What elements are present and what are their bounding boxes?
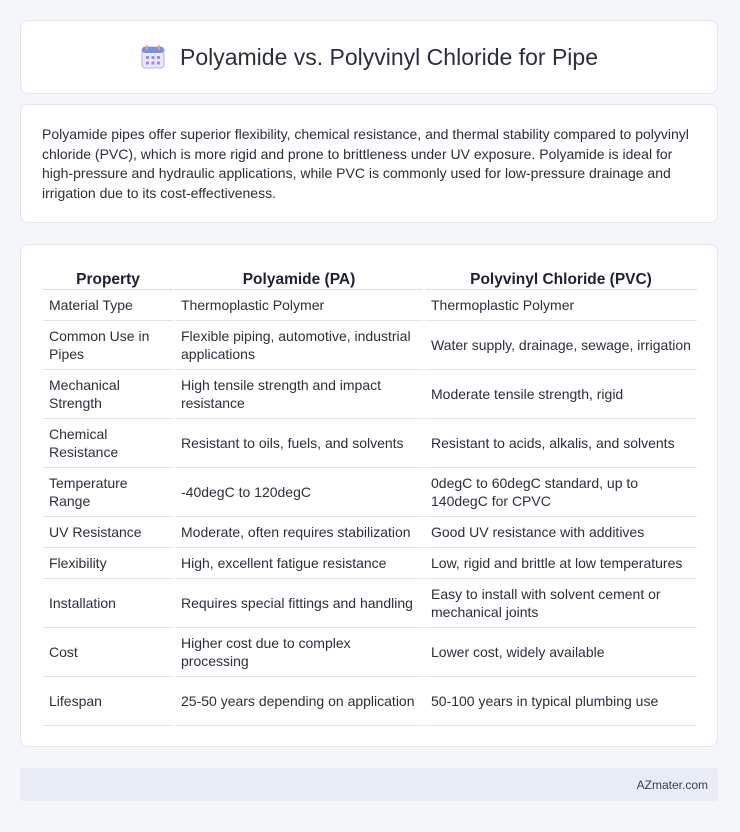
table-cell-pvc: Lower cost, widely available bbox=[425, 628, 697, 677]
table-cell-pvc: Low, rigid and brittle at low temperatures bbox=[425, 548, 697, 579]
table-row bbox=[43, 468, 697, 517]
table-cell-pvc: Water supply, drainage, sewage, irrigation bbox=[425, 321, 697, 370]
page-title: Polyamide vs. Polyvinyl Chloride for Pipe bbox=[179, 43, 598, 70]
table-cell-property: Temperature Range bbox=[43, 468, 173, 517]
intro-card bbox=[20, 104, 718, 223]
table-cell-property: Cost bbox=[43, 628, 173, 677]
comparison-card bbox=[20, 244, 718, 747]
table-cell-polyamide: Resistant to oils, fuels, and solvents bbox=[175, 419, 423, 468]
table-cell-pvc: Resistant to acids, alkalis, and solvents bbox=[425, 419, 697, 468]
calendar-icon bbox=[140, 44, 166, 70]
header-pvc: Polyvinyl Chloride (PVC) bbox=[425, 265, 697, 290]
table-cell-property: Flexibility bbox=[43, 548, 173, 579]
intro-paragraph: Polyamide pipes offer superior flexibility, chemical resistance, and thermal stability compared to polyvinyl chloride (PVC), which is more rigid and prone to brittleness under UV exposure. Polyamide is ideal for high-pressure and hydraulic applications, while PVC is commonly used for low-pressure drainage and irrigation due to its cost-effectiveness. bbox=[42, 126, 689, 201]
table-cell-polyamide: High tensile strength and impact resistance bbox=[175, 370, 423, 419]
table-row bbox=[43, 579, 697, 628]
table-row bbox=[43, 370, 697, 419]
footer-bar bbox=[20, 768, 718, 801]
table-header-row bbox=[43, 265, 697, 290]
table-cell-polyamide: 25-50 years depending on application bbox=[175, 677, 423, 726]
table-cell-pvc: 50-100 years in typical plumbing use bbox=[425, 677, 697, 726]
footer-source-link[interactable]: AZmater.com bbox=[636, 777, 708, 792]
table-cell-pvc: 0degC to 60degC standard, up to 140degC for CPVC bbox=[425, 468, 697, 517]
table-cell-polyamide: Higher cost due to complex processing bbox=[175, 628, 423, 677]
table-cell-property: Mechanical Strength bbox=[43, 370, 173, 419]
table-cell-property: Lifespan bbox=[43, 677, 173, 726]
title-wrap bbox=[140, 44, 598, 71]
table-cell-pvc: Good UV resistance with additives bbox=[425, 517, 697, 548]
table-cell-pvc: Moderate tensile strength, rigid bbox=[425, 370, 697, 419]
table-cell-polyamide: High, excellent fatigue resistance bbox=[175, 548, 423, 579]
table-cell-polyamide: Flexible piping, automotive, industrial applications bbox=[175, 321, 423, 370]
table-row bbox=[43, 628, 697, 677]
table-cell-property: UV Resistance bbox=[43, 517, 173, 548]
table-cell-pvc: Easy to install with solvent cement or mechanical joints bbox=[425, 579, 697, 628]
table-cell-polyamide: Requires special fittings and handling bbox=[175, 579, 423, 628]
table-cell-property: Common Use in Pipes bbox=[43, 321, 173, 370]
table-row bbox=[43, 290, 697, 321]
table-cell-property: Chemical Resistance bbox=[43, 419, 173, 468]
title-card bbox=[20, 20, 718, 94]
table-row bbox=[43, 517, 697, 548]
table-cell-property: Installation bbox=[43, 579, 173, 628]
header-polyamide: Polyamide (PA) bbox=[175, 265, 423, 290]
table-cell-pvc: Thermoplastic Polymer bbox=[425, 290, 697, 321]
table-row bbox=[43, 677, 697, 726]
table-cell-polyamide: -40degC to 120degC bbox=[175, 468, 423, 517]
table-row bbox=[43, 548, 697, 579]
table-cell-polyamide: Moderate, often requires stabilization bbox=[175, 517, 423, 548]
comparison-table bbox=[41, 265, 699, 726]
header-property: Property bbox=[43, 265, 173, 290]
table-row bbox=[43, 419, 697, 468]
table-row bbox=[43, 321, 697, 370]
table-cell-polyamide: Thermoplastic Polymer bbox=[175, 290, 423, 321]
table-cell-property: Material Type bbox=[43, 290, 173, 321]
